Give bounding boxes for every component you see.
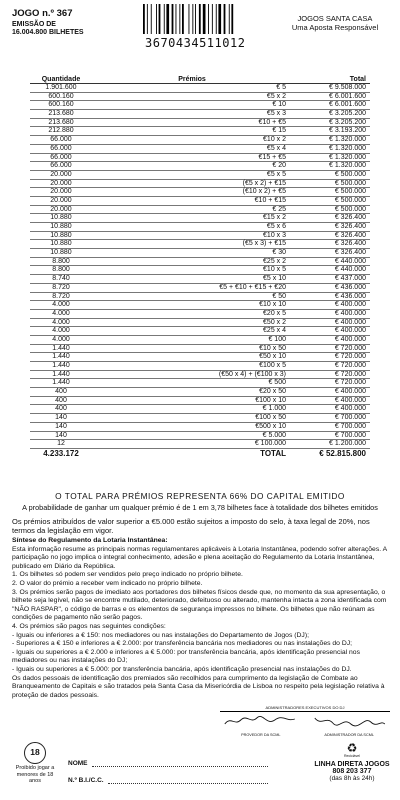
cell-quantity: 20.000 (50, 205, 72, 213)
regulation-paragraph: 2. O valor do prémio a receber vem indicado no próprio bilhete. (12, 579, 203, 587)
administrators-block (220, 705, 390, 737)
cell-quantity: 600.160 (48, 92, 74, 100)
barcode-bar (212, 4, 213, 34)
table-row (30, 171, 370, 180)
cell-quantity: 400 (55, 388, 67, 396)
table-row (30, 249, 370, 258)
barcode-bar (156, 4, 157, 34)
cell-quantity: 4.000 (52, 335, 70, 343)
cell-quantity: 4.000 (52, 318, 70, 326)
cell-quantity: 8.800 (52, 266, 70, 274)
signatures (220, 714, 390, 737)
table-row (30, 345, 370, 354)
table-row (30, 188, 370, 197)
cell-quantity: 12 (57, 440, 65, 448)
recycle-label: Reciclável (344, 754, 360, 758)
cell-quantity: 66.000 (50, 162, 72, 170)
cell-prize: (€50 x 4) + (€100 x 3) (218, 370, 286, 378)
cell-total: € 400.000 (334, 396, 366, 404)
cell-total: € 400.000 (334, 388, 366, 396)
cell-prize: €20 x 50 (259, 388, 286, 396)
cell-prize: €10 x 3 (263, 231, 286, 239)
barcode-bar (216, 4, 217, 34)
table-row (30, 266, 370, 275)
cell-total: € 720.000 (334, 370, 366, 378)
cell-total: € 1.320.000 (329, 153, 366, 161)
cell-total: € 1.200.000 (329, 440, 366, 448)
hotline-hours: (das 8h às 24h) (329, 775, 375, 782)
cell-prize: € 5 (276, 84, 286, 91)
cell-total: € 500.000 (334, 196, 366, 204)
cell-prize: €10 x 10 (259, 301, 286, 309)
regulation-paragraph: 1. Os bilhetes só podem ser vendidos pelo preço indicado no próprio bilhete. (12, 571, 243, 579)
total-label: TOTAL (260, 448, 286, 458)
col-total-header: Total (349, 76, 366, 83)
cell-quantity: 4.000 (52, 309, 70, 317)
cell-total: € 400.000 (334, 301, 366, 309)
name-line[interactable] (92, 760, 269, 767)
administrators-title: ADMINISTRADORES EXECUTIVOS DO DJ (220, 705, 390, 712)
cell-prize: € 10 (272, 101, 286, 109)
regulation-paragraph: - Iguais ou superiores a € 2.000 e inferiores a € 5.000: por transferência bancária, após identificação presencial nos mediadores ou nas instalações do DJ; (12, 648, 360, 665)
prize-table (30, 75, 370, 459)
cell-quantity: 1.440 (52, 370, 70, 378)
barcode-bar (208, 4, 209, 34)
table-row (30, 223, 370, 232)
cell-total: € 440.000 (334, 257, 366, 265)
cell-prize: €25 x 2 (263, 257, 286, 265)
header-left (12, 8, 132, 37)
hotline-title: LINHA DIRETA JOGOS (314, 761, 390, 768)
cell-total: € 400.000 (334, 327, 366, 335)
cell-quantity: 8.720 (52, 292, 70, 300)
barcode-bar (179, 4, 180, 34)
cell-total: € 437.000 (334, 275, 366, 283)
barcode-bar (231, 4, 233, 34)
hotline-block (312, 742, 392, 782)
cell-quantity: 10.880 (50, 240, 72, 248)
cell-prize: (€10 x 2) + €5 (242, 188, 286, 196)
cell-total: € 400.000 (334, 318, 366, 326)
total-value: € 52.815.800 (319, 448, 366, 458)
table-row (30, 154, 370, 163)
cell-prize: € 30 (272, 249, 286, 257)
cell-quantity: 4.000 (52, 327, 70, 335)
table-row (30, 353, 370, 362)
barcode-bar (151, 4, 152, 34)
cell-quantity: 10.880 (50, 231, 72, 239)
table-row (30, 397, 370, 406)
table-row (30, 440, 370, 449)
table-row (30, 136, 370, 145)
table-row (30, 319, 370, 328)
barcode-bar (199, 4, 201, 34)
cell-quantity: 66.000 (50, 136, 72, 144)
cell-total: € 1.320.000 (329, 144, 366, 152)
table-row (30, 362, 370, 371)
table-row (30, 110, 370, 119)
cell-prize: €5 x 10 (263, 275, 286, 283)
barcode-bar (224, 4, 226, 34)
table-row (30, 258, 370, 267)
signature-left (220, 714, 302, 737)
cell-total: € 436.000 (334, 283, 366, 291)
cell-prize: €15 x 2 (263, 214, 286, 222)
signature-right-icon (308, 714, 390, 728)
col-prize-header: Prémios (178, 76, 206, 83)
cell-prize: €100 x 5 (259, 362, 286, 369)
age-badge-icon: 18 (24, 742, 46, 764)
table-row (30, 388, 370, 397)
cell-prize: €10 x 50 (259, 344, 286, 352)
table-row (30, 310, 370, 319)
id-line[interactable] (108, 777, 268, 784)
emission-line2: 16.004.800 BILHETES (12, 29, 84, 36)
table-row (30, 327, 370, 336)
name-field[interactable] (68, 760, 268, 767)
cell-prize: € 50 (272, 292, 286, 300)
cell-total: € 9.508.000 (329, 84, 366, 91)
cell-total: € 326.400 (334, 249, 366, 257)
table-row (30, 284, 370, 293)
cell-prize: (€5 x 3) + €15 (242, 240, 286, 248)
cell-total: € 700.000 (334, 431, 366, 439)
table-row (30, 293, 370, 302)
cell-quantity: 140 (55, 431, 67, 439)
cell-quantity: 20.000 (50, 196, 72, 204)
cell-quantity: 140 (55, 422, 67, 430)
cell-total: € 6.001.600 (329, 101, 366, 109)
cell-total: € 400.000 (334, 335, 366, 343)
regulation-paragraph: - Iguais ou inferiores a € 150: nos mediadores ou nas instalações do Departamento de Jogos (DJ); (12, 631, 309, 639)
capital-statement: O TOTAL PARA PRÉMIOS REPRESENTA 66% DO CAPITAL EMITIDO (55, 491, 345, 501)
cell-quantity: 20.000 (50, 170, 72, 178)
emission-line1: EMISSÃO DE (12, 21, 56, 28)
table-row (30, 232, 370, 241)
age-restriction-text: Proibido jogar a menores de 18 anos (15, 765, 55, 784)
cell-quantity: 600.160 (48, 101, 74, 109)
barcode-bar (229, 4, 230, 34)
table-row (30, 145, 370, 154)
recycle-icon: ♻ (346, 741, 358, 755)
cell-quantity: 20.000 (50, 188, 72, 196)
signature-right-label: ADMINISTRADOR DA SCML (324, 733, 374, 737)
barcode-bar (172, 4, 174, 34)
cell-quantity: 213.680 (48, 118, 74, 126)
cell-prize: €5 x 6 (266, 223, 286, 230)
cell-quantity: 140 (55, 414, 67, 422)
regulation-paragraph: Os dados pessoais de identificação dos premiados são recolhidos para cumprimento da legislação de Combate ao Branqueamento de Capitais e são tratados pela Santa Casa da Misericórdia de Lisboa no respeito pela legislação relativa à proteção de dados pessoais. (12, 674, 385, 699)
cell-quantity: 8.740 (52, 275, 70, 283)
regulation-title: Síntese do Regulamento da Lotaria Instantânea: (12, 537, 168, 544)
cell-prize: €10 x 2 (263, 136, 286, 144)
cell-total: € 720.000 (334, 353, 366, 361)
cell-prize: €10 + €5 (258, 118, 286, 126)
cell-prize: €25 x 4 (263, 327, 286, 335)
barcode-number: 3670434511012 (145, 36, 246, 50)
cell-quantity: 8.800 (52, 257, 70, 265)
cell-prize: €100 x 10 (255, 396, 286, 404)
cell-quantity: 1.901.600 (45, 84, 77, 91)
table-row (30, 206, 370, 215)
tax-statement: Os prémios atribuídos de valor superior a €5.000 estão sujeitos a imposto do selo, à taxa legal de 20%, nos termos da legislação em vigor. (12, 517, 370, 535)
cell-quantity: 66.000 (50, 144, 72, 152)
table-body (30, 84, 370, 449)
age-restriction (10, 742, 60, 785)
cell-prize: €5 x 4 (266, 144, 286, 152)
cell-prize: €100 x 50 (255, 414, 286, 422)
table-row (30, 414, 370, 423)
barcode-bar (182, 4, 184, 34)
signature-left-icon (220, 714, 302, 728)
table-row (30, 180, 370, 189)
table-row (30, 119, 370, 128)
regulation-paragraph: 4. Os prémios são pagos nas seguintes condições: (12, 622, 166, 630)
barcode-bar (159, 4, 161, 34)
cell-prize: €5 x 2 (266, 92, 286, 100)
cell-total: € 436.000 (334, 292, 366, 300)
cell-total: € 1.320.000 (329, 136, 366, 144)
regulation-paragraph: - Superiores a € 150 e inferiores a € 2.000: por transferência bancária nos mediadores ou nas instalações do DJ; (12, 640, 353, 648)
barcode-bar (203, 4, 206, 34)
cell-prize: €10 + €15 (254, 196, 286, 204)
table-row (30, 240, 370, 249)
cell-quantity: 8.720 (52, 283, 70, 291)
barcode-bar (192, 4, 193, 34)
cell-quantity: 400 (55, 405, 67, 413)
cell-prize: € 25 (272, 205, 286, 213)
cell-quantity: 10.880 (50, 249, 72, 257)
cell-total: € 500.000 (334, 170, 366, 178)
cell-prize: € 100 (268, 335, 286, 343)
brand-tagline: Uma Aposta Responsável (291, 23, 379, 32)
cell-total: € 400.000 (334, 309, 366, 317)
game-number: JOGO n.º 367 (12, 8, 73, 19)
barcode-bar (189, 4, 190, 34)
cell-total: € 700.000 (334, 422, 366, 430)
cell-total: € 326.400 (334, 231, 366, 239)
cell-prize: € 1.000 (262, 405, 286, 413)
barcode-bar (143, 4, 145, 34)
table-row (30, 405, 370, 414)
cell-quantity: 212.880 (48, 127, 74, 135)
cell-prize: € 20 (272, 162, 286, 170)
cell-quantity: 1.440 (52, 353, 70, 361)
table-header (30, 75, 370, 84)
header-brand (280, 14, 390, 32)
hotline-number: 808 203 377 (332, 768, 372, 775)
brand-name: JOGOS SANTA CASA (297, 14, 373, 23)
table-row (30, 197, 370, 206)
cell-prize: €5 x 3 (266, 110, 286, 118)
probability-statement: A probabilidade de ganhar um qualquer prémio é de 1 em 3,78 bilhetes face à totalidade dos bilhetes emitidos (22, 503, 378, 512)
cell-total: € 500.000 (334, 188, 366, 196)
barcode (142, 4, 262, 34)
cell-total: € 6.001.600 (329, 92, 366, 100)
table-row (30, 93, 370, 102)
table-row (30, 214, 370, 223)
cell-quantity: 10.880 (50, 223, 72, 230)
barcode-bar (195, 4, 196, 34)
regulation-body (12, 546, 388, 701)
signature-left-label: PROVEDOR DA SCML (241, 733, 281, 737)
cell-quantity: 400 (55, 396, 67, 404)
cell-total: € 720.000 (334, 362, 366, 369)
cell-quantity: 1.440 (52, 344, 70, 352)
table-total-row (30, 449, 370, 459)
cell-total: € 326.400 (334, 240, 366, 248)
cell-quantity: 213.680 (48, 110, 74, 118)
table-row (30, 275, 370, 284)
id-field[interactable] (68, 777, 268, 784)
cell-total: € 3.205.200 (329, 118, 366, 126)
cell-quantity: 4.000 (52, 301, 70, 309)
table-row (30, 379, 370, 388)
table-row (30, 371, 370, 380)
cell-total: € 3.205.200 (329, 110, 366, 118)
cell-prize: €20 x 5 (263, 309, 286, 317)
cell-prize: € 5.000 (262, 431, 286, 439)
cell-quantity: 20.000 (50, 179, 72, 187)
table-row (30, 432, 370, 441)
cell-prize: € 15 (272, 127, 286, 135)
id-label: N.º B.I./C.C. (68, 777, 104, 784)
cell-prize: €5 x 5 (266, 170, 286, 178)
cell-total: € 326.400 (334, 223, 366, 230)
cell-total: € 720.000 (334, 344, 366, 352)
signature-right (308, 714, 390, 737)
cell-quantity: 1.440 (52, 379, 70, 387)
table-row (30, 336, 370, 345)
cell-prize: (€5 x 2) + €15 (242, 179, 286, 187)
table-row (30, 84, 370, 93)
regulation-paragraph: Esta informação resume as principais normas regulamentares aplicáveis à Lotaria Instantânea, podendo sofrer alterações. A participação no jogo implica o integral conhecimento, adesão e plena aceitação do Regulamento da Lotaria Instantânea, publicado em Diário da República. (12, 545, 387, 570)
barcode-bar (164, 4, 165, 34)
cell-prize: €5 + €10 + €15 + €20 (219, 283, 286, 291)
table-row (30, 162, 370, 171)
table-row (30, 127, 370, 136)
cell-prize: € 500 (268, 379, 286, 387)
cell-prize: €10 x 5 (263, 266, 286, 274)
cell-total: € 3.193.200 (329, 127, 366, 135)
barcode-bar (166, 4, 169, 34)
cell-quantity: 10.880 (50, 214, 72, 222)
barcode-bar (218, 4, 221, 34)
table-row (30, 423, 370, 432)
cell-total: € 500.000 (334, 179, 366, 187)
total-quantity: 4.233.172 (43, 448, 79, 458)
cell-total: € 700.000 (334, 414, 366, 422)
cell-quantity: 66.000 (50, 153, 72, 161)
cell-total: € 500.000 (334, 205, 366, 213)
claimant-fields (68, 760, 268, 794)
barcode-bar (147, 4, 148, 34)
cell-prize: €50 x 2 (263, 318, 286, 326)
cell-total: € 440.000 (334, 266, 366, 274)
cell-prize: €50 x 10 (259, 353, 286, 361)
col-quantity-header: Quantidade (41, 76, 81, 83)
table-row (30, 301, 370, 310)
cell-prize: €15 + €5 (258, 153, 286, 161)
cell-total: € 1.320.000 (329, 162, 366, 170)
barcode-bar (176, 4, 177, 34)
cell-quantity: 1.440 (52, 362, 70, 369)
regulation-paragraph: 3. Os prémios serão pagos de imediato aos portadores dos bilhetes físicos desde que, no momento da sua apresentação, o bilhete seja legível, não se encontre mutilado, deteriorado, defeituoso ou alterado, mantenha intacta a zona identificada com "NÃO RASPAR", o código de barras e os elementos de segurança impressos no bilhete. Os bilhetes que não reúnam as condições de pagamento não serão pagos. (12, 588, 387, 622)
regulation-summary (12, 537, 388, 700)
regulation-paragraph: - Iguais ou superiores a € 5.000: por transferência bancária, após identificação presencial nas instalações do DJ. (12, 665, 352, 673)
name-label: NOME (68, 760, 88, 767)
cell-total: € 400.000 (334, 405, 366, 413)
cell-total: € 720.000 (334, 379, 366, 387)
cell-prize: €500 x 10 (255, 422, 286, 430)
table-row (30, 101, 370, 110)
cell-prize: € 100.000 (254, 440, 286, 448)
cell-total: € 326.400 (334, 214, 366, 222)
